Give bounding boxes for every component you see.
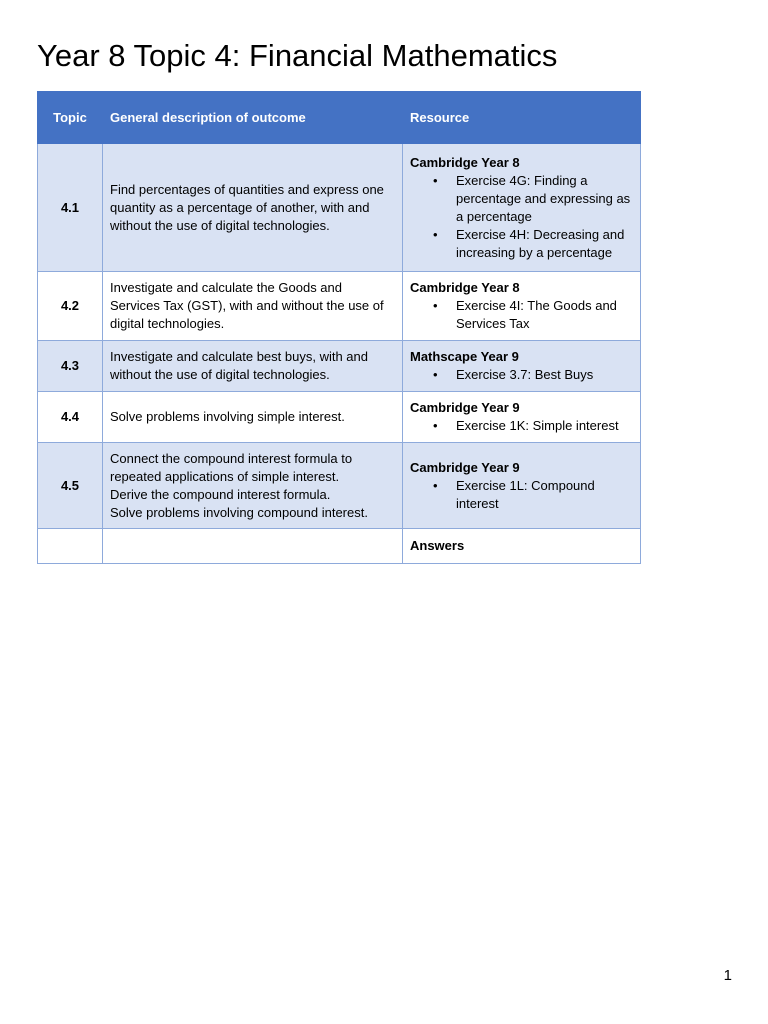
resource-list xyxy=(410,477,633,513)
outcome-description-line: Derive the compound interest formula. xyxy=(110,486,331,502)
resource-cell xyxy=(403,392,641,443)
resource-item xyxy=(410,226,633,262)
resource-cell xyxy=(403,272,641,341)
resource-item xyxy=(410,366,633,384)
answers-link[interactable]: Answers xyxy=(410,538,465,553)
outcome-description xyxy=(103,529,403,564)
resource-list xyxy=(410,366,633,384)
resource-item-text: Exercise 4H: Decreasing and increasing by a percentage xyxy=(456,226,625,260)
topic-number: 4.1 xyxy=(38,144,103,272)
table-row xyxy=(38,392,641,443)
resource-item xyxy=(410,172,633,226)
topic-number xyxy=(38,529,103,564)
topic-number: 4.4 xyxy=(38,392,103,443)
outcome-description: Investigate and calculate the Goods and Services Tax (GST), with and without the use of digital technologies. xyxy=(103,272,403,341)
table-row xyxy=(38,443,641,529)
table-header-row xyxy=(38,92,641,144)
topic-number: 4.3 xyxy=(38,341,103,392)
topic-number: 4.2 xyxy=(38,272,103,341)
outcome-description xyxy=(103,443,403,529)
resource-cell xyxy=(403,443,641,529)
resource-item xyxy=(410,297,633,333)
bullet-icon: • xyxy=(433,418,438,433)
header-description: General description of outcome xyxy=(103,92,403,144)
resource-list xyxy=(410,297,633,333)
resource-item-text: Exercise 4G: Finding a percentage and expressing as a percentage xyxy=(456,172,631,224)
resource-title: Cambridge Year 8 xyxy=(410,154,520,170)
table-row xyxy=(38,341,641,392)
outcome-description-line: Solve problems involving compound interest. xyxy=(110,504,368,520)
resource-item-text: Exercise 4I: The Goods and Services Tax xyxy=(456,298,617,331)
outcome-description: Find percentages of quantities and express one quantity as a percentage of another, with and without the use of digital technologies. xyxy=(103,144,403,272)
bullet-icon: • xyxy=(433,172,438,188)
resource-list xyxy=(410,417,633,435)
resource-item-text: Exercise 3.7: Best Buys xyxy=(456,367,594,382)
outcomes-table xyxy=(37,91,641,564)
header-resource: Resource xyxy=(403,92,641,144)
outcome-description: Investigate and calculate best buys, with and without the use of digital technologies. xyxy=(103,341,403,392)
resource-item-text: Exercise 1L: Compound interest xyxy=(456,477,595,511)
resource-cell xyxy=(403,144,641,272)
outcome-description: Solve problems involving simple interest. xyxy=(103,392,403,443)
table-row xyxy=(38,272,641,341)
outcome-description-line: Connect the compound interest formula to repeated applications of simple interest. xyxy=(110,450,353,484)
bullet-icon: • xyxy=(433,226,438,242)
bullet-icon: • xyxy=(433,298,438,313)
table-row xyxy=(38,529,641,564)
topic-number: 4.5 xyxy=(38,443,103,529)
resource-title: Cambridge Year 8 xyxy=(410,280,520,295)
page-number: 1 xyxy=(723,967,732,984)
resource-item xyxy=(410,417,633,435)
resource-title: Cambridge Year 9 xyxy=(410,400,520,415)
resource-cell xyxy=(403,529,641,564)
resource-title: Mathscape Year 9 xyxy=(410,349,519,364)
bullet-icon: • xyxy=(433,477,438,493)
resource-title: Cambridge Year 9 xyxy=(410,459,520,475)
resource-list xyxy=(410,172,633,262)
header-topic: Topic xyxy=(38,92,103,144)
table-row xyxy=(38,144,641,272)
resource-cell xyxy=(403,341,641,392)
resource-item-text: Exercise 1K: Simple interest xyxy=(456,418,619,433)
bullet-icon: • xyxy=(433,367,438,382)
page-title: Year 8 Topic 4: Financial Mathematics xyxy=(37,38,558,73)
resource-item xyxy=(410,477,633,513)
